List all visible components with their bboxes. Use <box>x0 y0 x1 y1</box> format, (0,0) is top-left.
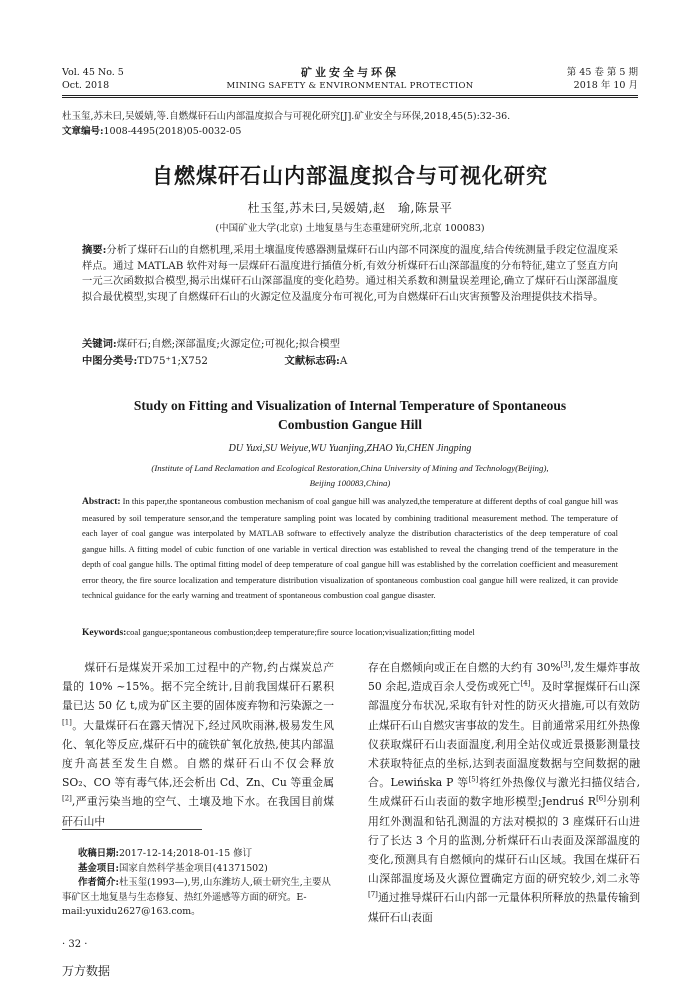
abstract-cn-label: 摘要: <box>82 244 107 256</box>
body-left-text-3: ,严重污染当地的空气、土壤及地下水。在我国目前煤矸石山中 <box>62 795 334 828</box>
keywords-en-text: coal gangue;spontaneous combustion;deep temperature;fire source location;visualization;fitting model <box>126 627 475 637</box>
body-right-column <box>368 658 640 927</box>
authors-en: DU Yuxi,SU Weiyue,WU Yuanjing,ZHAO Yu,CHEN Jingping <box>228 443 472 454</box>
clc-label: 中图分类号: <box>82 355 138 367</box>
footnote-fund <box>62 862 334 877</box>
abstract-en-text: In this paper,the spontaneous combustion mechanism of coal gangue hill was analyzed,the temperature at different depths of coal gangue hill was measured by soil temperature sensor,and the temperature sampling point was located by combining traditional measurement method. The temperature of each layer of coal gangue was interpolated by MATLAB software to effectively analyze the distribution characteristics of the deep temperature of coal gangue hills. A fitting model of cubic function of one variable in vertical direction was established to reveal the changing trend of the temperature in the depth of coal gangue hills. The optimal fitting model of deep temperature of coal gangue hill was established by the correlation coefficient and measurement error theory, the fire source localization and temperature distribution visualization of spontaneous combustion coal gangue hill were realized, it can provide technical guidance for the early warning and treatment of spontaneous combustion coal gangue disaster. <box>82 496 618 600</box>
footnote-author <box>62 876 334 920</box>
article-number <box>62 125 241 139</box>
abstract-cn-text: 分析了煤矸石山的自燃机理,采用土壤温度传感器测量煤矸石山内部不同深度的温度,结合传统测量手段定位温度采样点。通过 MATLAB 软件对每一层煤矸石温度进行插值分析,有效分析煤矸石山深部温度的分布特征,建立了竖直方向一元三次函数拟合模型,揭示出煤矸石山深部温度的变化趋势。通过相关系数和测量误差理论,确立了煤矸石山深部温度拟合最优模型,实现了自燃煤矸石山的火源定位及温度分布可视化,可为自燃煤矸石山灾害预警及治理提供技术指导。 <box>82 244 618 303</box>
watermark: 万方数据 <box>62 964 111 978</box>
abstract-en <box>82 494 618 604</box>
article-number-label: 文章编号: <box>62 126 104 137</box>
footnote-received <box>62 847 334 862</box>
keywords-cn-text: 煤矸石;自燃;深部温度;火源定位;可视化;拟合模型 <box>116 338 340 350</box>
citation-ref-5[interactable]: [5] <box>468 775 479 784</box>
body-right-text-2: ,发生爆炸事故 50 余起,造成百余人受伤或死亡 <box>368 661 640 694</box>
citation: 杜玉玺,苏未曰,吴媛婧,等.自燃煤矸石山内部温度拟合与可视化研究[J].矿业安全与环保,2018,45(5):32-36. <box>62 111 511 122</box>
title-cn: 自燃煤矸石山内部温度拟合与可视化研究 <box>152 164 548 188</box>
affiliation-en-line-1: (Institute of Land Reclamation and Ecological Restoration,China University of Mining and Technology(Beijing), <box>151 463 549 473</box>
journal-name-en: MINING SAFETY & ENVIRONMENTAL PROTECTION <box>226 81 474 91</box>
received-value: 2017-12-14;2018-01-15 修订 <box>118 848 252 859</box>
citation-ref-3[interactable]: [3] <box>560 660 571 669</box>
body-right-text-5: 分别利用红外测温和钻孔测温的方法对模拟的 3 座煤矸石山进行了长达 3 个月的监测,分析煤矸石山表面及深部温度的变化,预测具有自燃倾向的煤矸石山区域。我国在煤矸石山深部温度场及火源位置确定方面的研究较少,刘二永等 <box>368 795 641 886</box>
volume-issue-cn: 第 45 卷 第 5 期 <box>566 67 638 78</box>
body-left-text-1: 煤矸石是煤炭开采加工过程中的产物,约占煤炭总产量的 10% ~15%。据不完全统计,目前我国煤矸石累积量已达 50 亿 t,成为矿区主要的固体废弃物和污染源之一 <box>62 661 334 713</box>
abstract-en-label: Abstract: <box>82 497 121 507</box>
author-label: 作者简介: <box>78 877 119 888</box>
journal-name-cn: 矿业安全与环保 <box>301 66 399 79</box>
affiliation-en-line-2: Beijing 100083,China) <box>309 478 391 488</box>
volume-issue: Vol. 45 No. 5 <box>62 67 124 78</box>
body-right-text-6: 通过推导煤矸石山内部一元量体积所释放的热量传输到煤矸石山表面 <box>368 891 640 924</box>
citation-ref-7[interactable]: [7] <box>368 890 378 899</box>
affiliation-en <box>60 461 640 491</box>
author-value: 杜玉玺(1993—),男,山东潍坊人,硕士研究生,主要从事矿区土地复垦与生态修复、热红外遥感等方面的研究。E-mail:yuxidu2627@163.com。 <box>62 877 331 917</box>
doc-code-label: 文献标志码: <box>284 355 340 367</box>
article-number-value: 1008-4495(2018)05-0032-05 <box>103 126 242 137</box>
authors-cn: 杜玉玺,苏未曰,吴媛婧,赵 瑜,陈景平 <box>247 201 453 215</box>
issue-date-cn: 2018 年 10 月 <box>573 80 638 91</box>
keywords-cn-label: 关键词: <box>82 338 117 350</box>
body-left-column <box>62 658 334 831</box>
abstract-cn <box>82 243 618 305</box>
keywords-en-label: Keywords: <box>82 628 127 638</box>
body-left-text-2: 。大量煤矸石在露天情况下,经过风吹雨淋,极易发生风化、氧化等反应,煤矸石中的硫铁矿氧化放热,使其内部温度升高甚至发生自燃。自燃的煤矸石山不仅会释放 SO₂、CO 等有毒气体,还会析出 Cd、Zn、Cu 等重金属 <box>62 718 334 790</box>
clc-value: TD75⁺1;X752 <box>137 355 208 367</box>
citation-ref-2[interactable]: [2] <box>62 794 72 803</box>
body-right-text-4: 将红外热像仪与激光扫描仪结合,生成煤矸石山表面的数字地形模型;Jendruś R <box>368 776 640 809</box>
classification <box>82 354 618 370</box>
citation-ref-6[interactable]: [6] <box>596 794 606 803</box>
page-number: · 32 · <box>62 939 88 950</box>
fund-label: 基金项目: <box>78 862 119 874</box>
header-rule-2 <box>62 97 638 98</box>
received-label: 收稿日期: <box>78 848 119 859</box>
title-en-line-2: Combustion Gangue Hill <box>277 417 423 432</box>
footnote-rule <box>62 829 202 830</box>
footnote <box>62 847 334 920</box>
body-right-text-1: 存在自燃倾向或正在自燃的大约有 30% <box>368 661 561 674</box>
fund-value: 国家自然科学基金项目(41371502) <box>118 862 268 874</box>
citation-ref-1[interactable]: [1] <box>62 718 72 727</box>
keywords-en <box>82 625 618 642</box>
issue-date: Oct. 2018 <box>62 80 110 91</box>
doc-code-value: A <box>339 355 348 367</box>
header-rule <box>62 95 638 96</box>
keywords-cn <box>82 337 618 353</box>
body-right-text-3: 。及时掌握煤矸石山深部温度分布状况,采取有针对性的防灭火措施,可以有效防止煤矸石山自燃灾害事故的发生。目前通常采用红外热像仪获取煤矸石山表面温度,利用全站仪或近景摄影测量技术获取特征点的坐标,达到表面温度数据与空间数据的融合。Lewińska P 等 <box>368 680 640 790</box>
affiliation-cn: (中国矿业大学(北京) 土地复垦与生态重建研究所,北京 100083) <box>215 223 485 234</box>
title-en-line-1: Study on Fitting and Visualization of Internal Temperature of Spontaneous <box>133 398 567 413</box>
title-en <box>60 396 640 434</box>
citation-ref-4[interactable]: [4] <box>520 679 531 688</box>
